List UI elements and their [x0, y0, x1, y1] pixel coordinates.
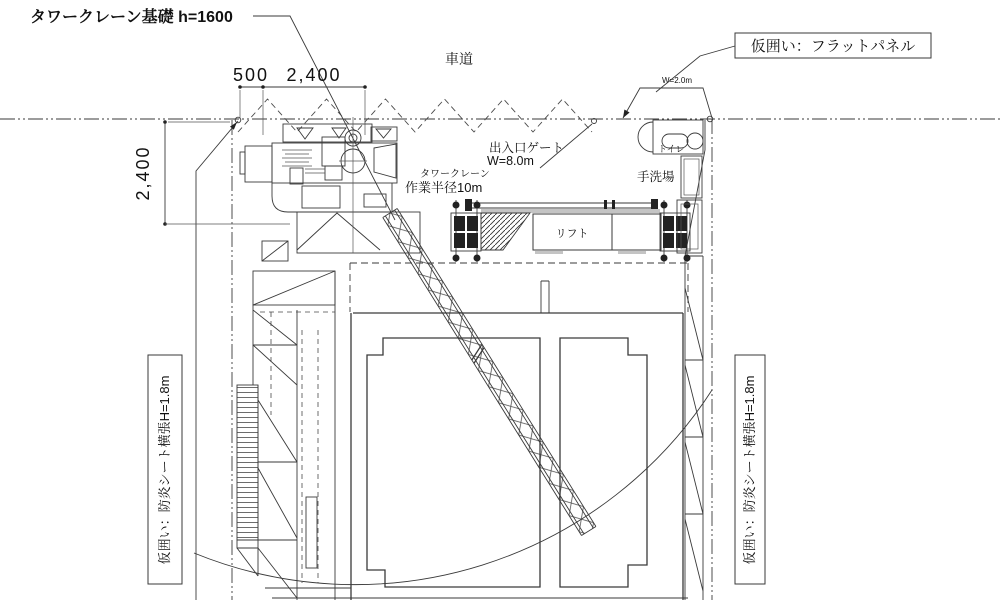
lift-label: リフト: [555, 228, 589, 240]
hand-wash-label: 手洗場: [637, 170, 675, 184]
entrance-gate-width-label: W=8.0m: [487, 154, 534, 168]
tower-crane-label: タワークレーン: [420, 169, 490, 180]
left-enclosure-text: 仮囲い：防炎シート横張H=1.8m: [157, 375, 172, 565]
dim-2400-top: 2,400: [286, 65, 342, 85]
building-outline: [265, 263, 688, 600]
side-gate-width-label: W=2.0m: [661, 76, 693, 85]
entrance-gate-label: 出入口ゲート: [489, 141, 565, 155]
crane-boom: [383, 208, 596, 535]
building-room-right: [560, 338, 647, 587]
entrance-gate-zigzag: [238, 99, 597, 132]
toilet-room: [638, 120, 703, 154]
roadway-label: 車道: [445, 51, 473, 67]
dim-2400-left: 2,400: [133, 145, 153, 201]
right-enclosure-text: 仮囲い：防炎シート横張H=1.8m: [742, 375, 757, 565]
enclosure-label-right: [735, 355, 765, 584]
working-radius-arc: [194, 390, 712, 585]
site-fence-left: [196, 117, 241, 600]
scaffold-left: [237, 241, 335, 600]
crane-radius-callout: [405, 168, 490, 195]
stairs: [237, 385, 258, 548]
lift-assembly: [451, 199, 691, 262]
dim-500: 500: [232, 65, 270, 85]
enclosure-label-left: [148, 355, 182, 584]
work-radius-label: 作業半径10m: [405, 180, 483, 195]
building-room-left: [367, 338, 540, 587]
toilet-label: トイレ: [658, 144, 685, 154]
lift-hatched-deck: [481, 213, 530, 250]
flat-panel-label: 仮囲い：フラットパネル: [750, 38, 916, 55]
dimension-left: [133, 120, 290, 226]
crane-foundation-label: タワークレーン基礎 h=1600: [30, 9, 233, 26]
flat-panel-callout: [656, 33, 931, 92]
dimension-top: [233, 65, 367, 135]
entrance-gate-callout: [487, 124, 592, 168]
